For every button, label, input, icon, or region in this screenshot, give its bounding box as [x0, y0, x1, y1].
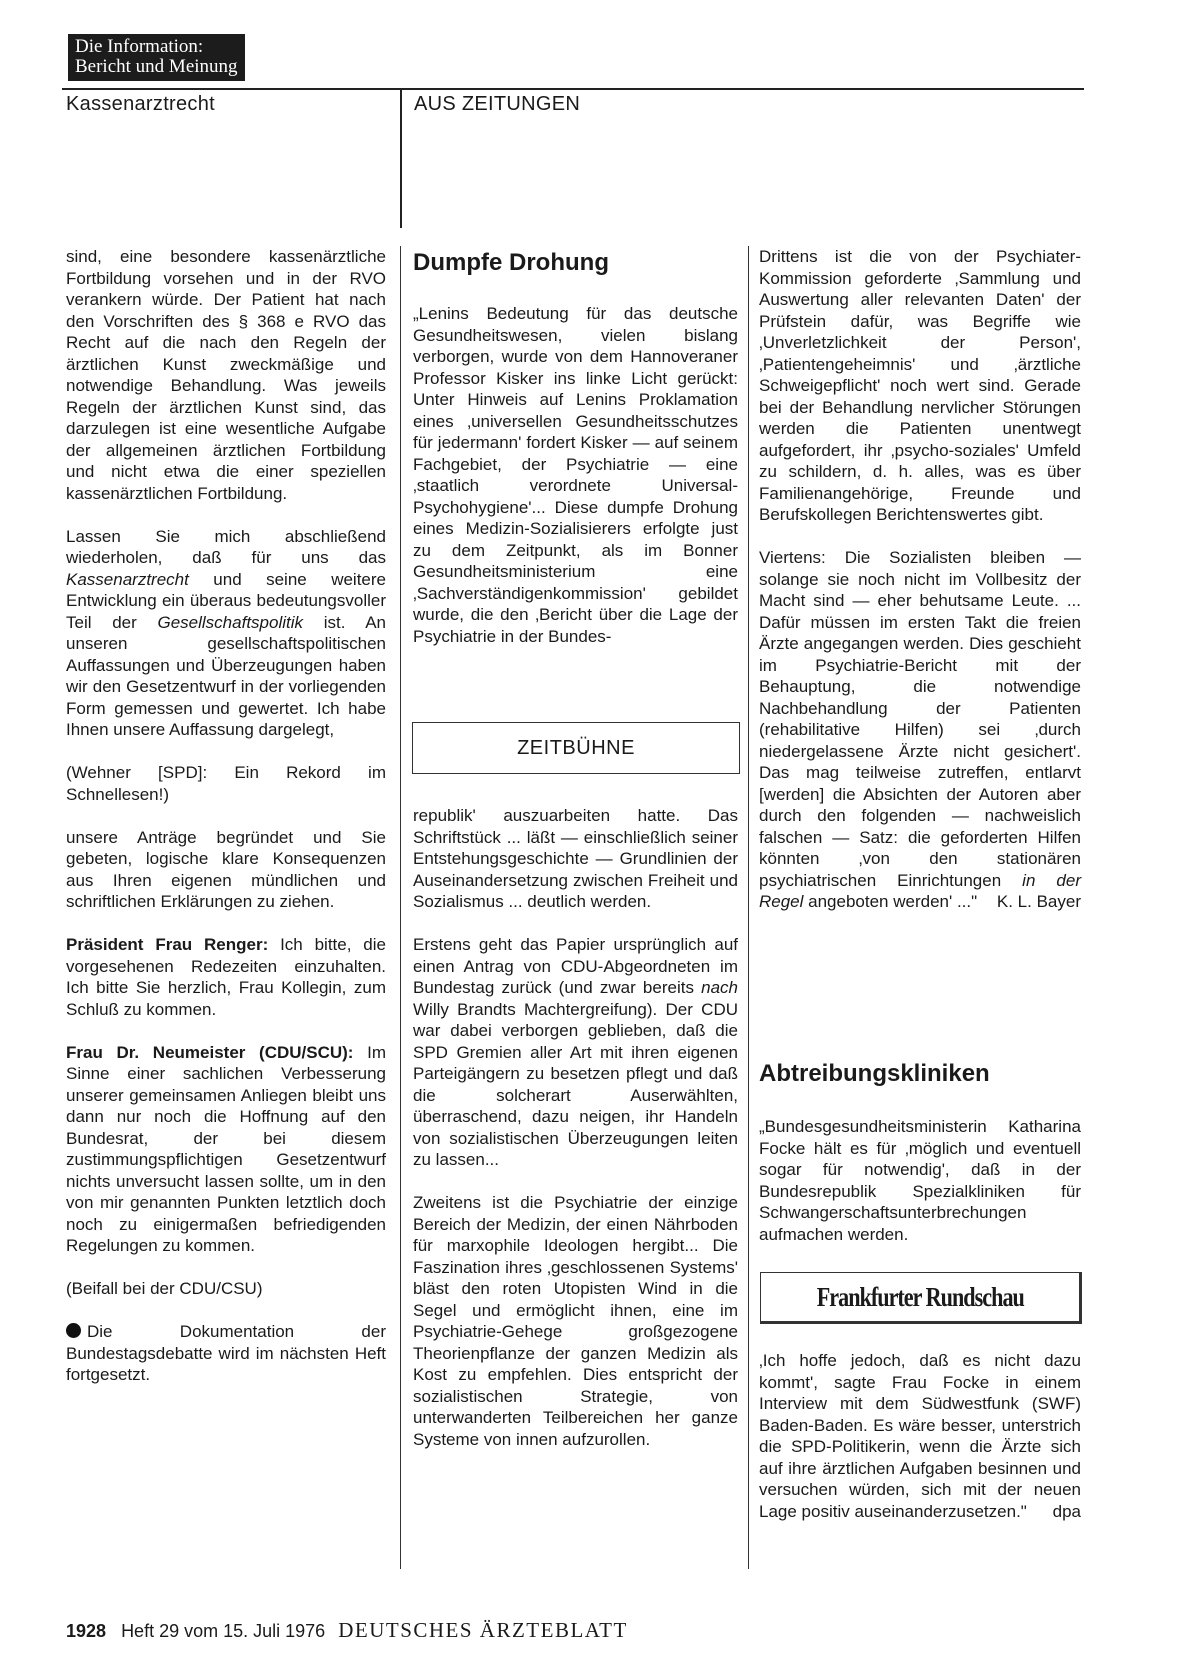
bullet-icon	[66, 1323, 81, 1338]
section-label-right: AUS ZEITUNGEN	[414, 93, 581, 115]
column-1	[66, 246, 386, 1386]
speech: Präsident Frau Renger: Ich bitte, die vorgesehenen Redezeiten einzuhalten. Ich bitte Sie herzlich, Frau Kollegin, zum Schluß zu kommen.	[66, 935, 386, 1019]
header-divider	[400, 88, 402, 228]
journal-name: DEUTSCHES ÄRZTEBLATT	[338, 1618, 628, 1642]
paragraph: sind, eine besondere kassenärztliche Fortbildung vorsehen und in der RVO verankern würde. Der Patient hat nach den Vorschriften des § 368 e RVO das Recht auf die nach den Regeln der ärztlichen Kunst zweckmäßige und notwendige Behandlung. Was jeweils Regeln der ärztlichen Kunst sind, das darzulegen ist eine wesentliche Aufgabe der allgemeinen ärztlichen Fortbildung und nicht etwa die einer speziellen kassenärztlichen Fortbildung.	[66, 247, 386, 503]
page-footer	[66, 1618, 628, 1643]
paragraph: Zweitens ist die Psychiatrie der einzige Bereich der Medizin, der einen Nährboden für marxophile Ideologen hergibt... Die Faszination ihres ‚geschlossenen Systems' bläst den roten Utopisten Wind in die Segel und ermöglicht ihnen, eine im Psychiatrie-Gehege großgezogene Theorienpflanze der ganzen Medizin als Kost zu empfehlen. Dies entspricht der sozialistischen Strategie, von unterwanderten Teilbereichen her ganze Systeme von innen aufzurollen.	[413, 1193, 738, 1449]
source-credit: dpa	[1052, 1501, 1081, 1521]
paragraph: Lassen Sie mich abschließend wiederholen, daß für uns das Kassenarztrecht und seine weitere Entwicklung ein überaus bedeutungsvoller Teil der Gesellschaftspolitik ist. An unseren gesellschaftspolitischen Auffassungen und Überzeugungen haben wir den Gesetzentwurf in der vorliegenden Form gemessen und gewertet. Ich habe Ihnen unsere Auffassung dargelegt,	[66, 526, 387, 739]
paragraph: „Bundesgesundheitsministerin Katharina Focke hält es für ‚möglich und eventuell sogar für notwendig', daß in der Bundesrepublik Spezialkliniken für Schwangerschaftsunterbrechungen aufmachen werden.	[759, 1117, 1081, 1244]
paragraph: ‚Ich hoffe jedoch, daß es nicht dazu kommt', sagte Frau Focke in einem Interview mit dem Südwestfunk (SWF) Baden-Baden. Es wäre besser, unterstrich die SPD-Politikerin, wenn die Ärzte sich auf ihre ärztlichen Aufgaben besinnen und versuchen würden, sich mit der neuen Lage positiv auseinanderzusetzen." dpa	[759, 1351, 1081, 1521]
section-label-left: Kassenarztrecht	[66, 93, 216, 115]
header-rule	[62, 88, 1084, 90]
rubric-badge	[68, 34, 245, 81]
column-2-bottom	[413, 805, 738, 1450]
paragraph: republik' auszuarbeiten hatte. Das Schriftstück ... läßt — einschließlich seiner Entstehungsgeschichte — Grundlinien der Auseinandersetzung zwischen Freiheit und Sozialismus ... deutlich werden.	[413, 806, 738, 911]
speaker-name: Präsident Frau Renger:	[66, 935, 269, 954]
speech: Frau Dr. Neumeister (CDU/SCU): Im Sinne einer sachlichen Verbesserung unserer gemeinsamen Anliegen bleibt uns dann nur noch die Hoffnung auf den Bundesrat, der bei diesem zustimmungspflichtigen Gesetzentwurf nichts unversucht lassen sollte, um in den von mir genannten Punkten letztlich doch noch zu einigermaßen befriedigenden Regelungen zu kommen.	[66, 1042, 386, 1255]
paragraph: Erstens geht das Papier ursprünglich auf einen Antrag von CDU-Abgeordneten im Bundestag zurück (und zwar bereits nach Willy Brandts Machtergreifung). Der CDU war dabei verborgen geblieben, daß die SPD Gremien aller Art mit ihren eigenen Parteigängern zu besetzen pflegt und daß die solcherart Auserwählten, überraschend, dazu neigen, ihr Handeln von sozialistischen Überzeugungen leiten zu lassen...	[413, 935, 738, 1169]
headline-abtreibungskliniken: Abtreibungskliniken	[759, 1060, 990, 1087]
column-divider-2	[748, 246, 749, 1569]
column-2-top	[413, 303, 738, 647]
speaker-name: Frau Dr. Neumeister (CDU/SCU):	[66, 1042, 354, 1062]
newspaper-logo: Frankfurter Rundschau	[816, 1281, 1024, 1312]
headline-dumpfe-drohung: Dumpfe Drohung	[413, 249, 609, 276]
rubric-line-2: Bericht und Meinung	[75, 56, 238, 77]
column-3-top	[759, 246, 1081, 913]
column-3-middle	[759, 1116, 1081, 1245]
column-divider-1	[400, 246, 401, 1569]
source-box-zeitbuehne: ZEITBÜHNE	[412, 722, 740, 774]
page-number: 1928	[66, 1621, 107, 1641]
paragraph: Drittens ist die von der Psychiater-Kommission geforderte ‚Sammlung und Auswertung aller relevanten Daten' der Prüfstein dafür, was Begriffe wie ‚Unverletzlichkeit der Person', ‚Patientengeheimnis' und ‚ärztliche Schweigepflicht' noch wert sind. Gerade bei der Behandlung nervlicher Störungen werden die Patienten unentwegt aufgefordert, ihr ‚psycho-soziales' Umfeld zu schildern, d. h. alles, was es über Familienangehörige, Freunde und Berufskollegen Berichtenswertes gibt.	[759, 247, 1081, 524]
paragraph: unsere Anträge begründet und Sie gebeten, logische klare Konsequenzen aus Ihren eigenen mündlichen und schriftlichen Erklärungen zu ziehen.	[66, 827, 386, 911]
paragraph: Viertens: Die Sozialisten bleiben — solange sie noch nicht im Vollbesitz der Macht sind — eher behutsame Leute. ... Dafür müssen im ersten Takt die freien Ärzte angegangen werden. Dies geschieht im Psychiatrie-Bericht mit der Behauptung, die notwendige Nachbehandlung der Patienten (rehabilitative Hilfen) sei ‚durch niedergelassene Ärzte nicht gesichert'. Das mag teilweise zutreffen, entlarvt [werden] die Absichten der Autoren aber durch den folgenden — nachweislich falschen — Satz: die geforderten Hilfen könnten ‚von den stationären psychiatrischen Einrichtungen in der Regel angeboten werden' ..." K. L. Bayer	[759, 548, 1081, 911]
column-3-bottom	[759, 1350, 1081, 1522]
rubric-line-1: Die Information:	[75, 36, 204, 57]
source-box-frankfurter-rundschau	[760, 1272, 1082, 1324]
applause-note: (Beifall bei der CDU/CSU)	[66, 1279, 263, 1298]
paragraph: „Lenins Bedeutung für das deutsche Gesundheitswesen, vielen bislang verborgen, wurde von dem Hannoveraner Professor Kisker ins linke Licht gerückt: Unter Hinweis auf Lenins Proklamation eines ‚universellen Gesundheitsschutzes für jedermann' fordert Kisker — auf seinem Fachgebiet, der Psychiatrie — eine ‚staatlich verordnete Universal-Psychohygiene'... Diese dumpfe Drohung eines Medizin-Sozialisierers erfolgte just zu dem Zeitpunkt, als im Bonner Gesundheitsministerium eine ‚Sachverständigenkommission' gebildet wurde, die den ‚Bericht über die Lage der Psychiatrie in der Bundes-	[413, 304, 738, 646]
issue-info: Heft 29 vom 15. Juli 1976	[121, 1621, 326, 1641]
author: K. L. Bayer	[996, 892, 1081, 911]
interjection: (Wehner [SPD]: Ein Rekord im Schnellesen!)	[66, 763, 386, 804]
continuation-note: Die Dokumentation der Bundestagsdebatte wird im nächsten Heft fortgesetzt.	[66, 1322, 386, 1384]
